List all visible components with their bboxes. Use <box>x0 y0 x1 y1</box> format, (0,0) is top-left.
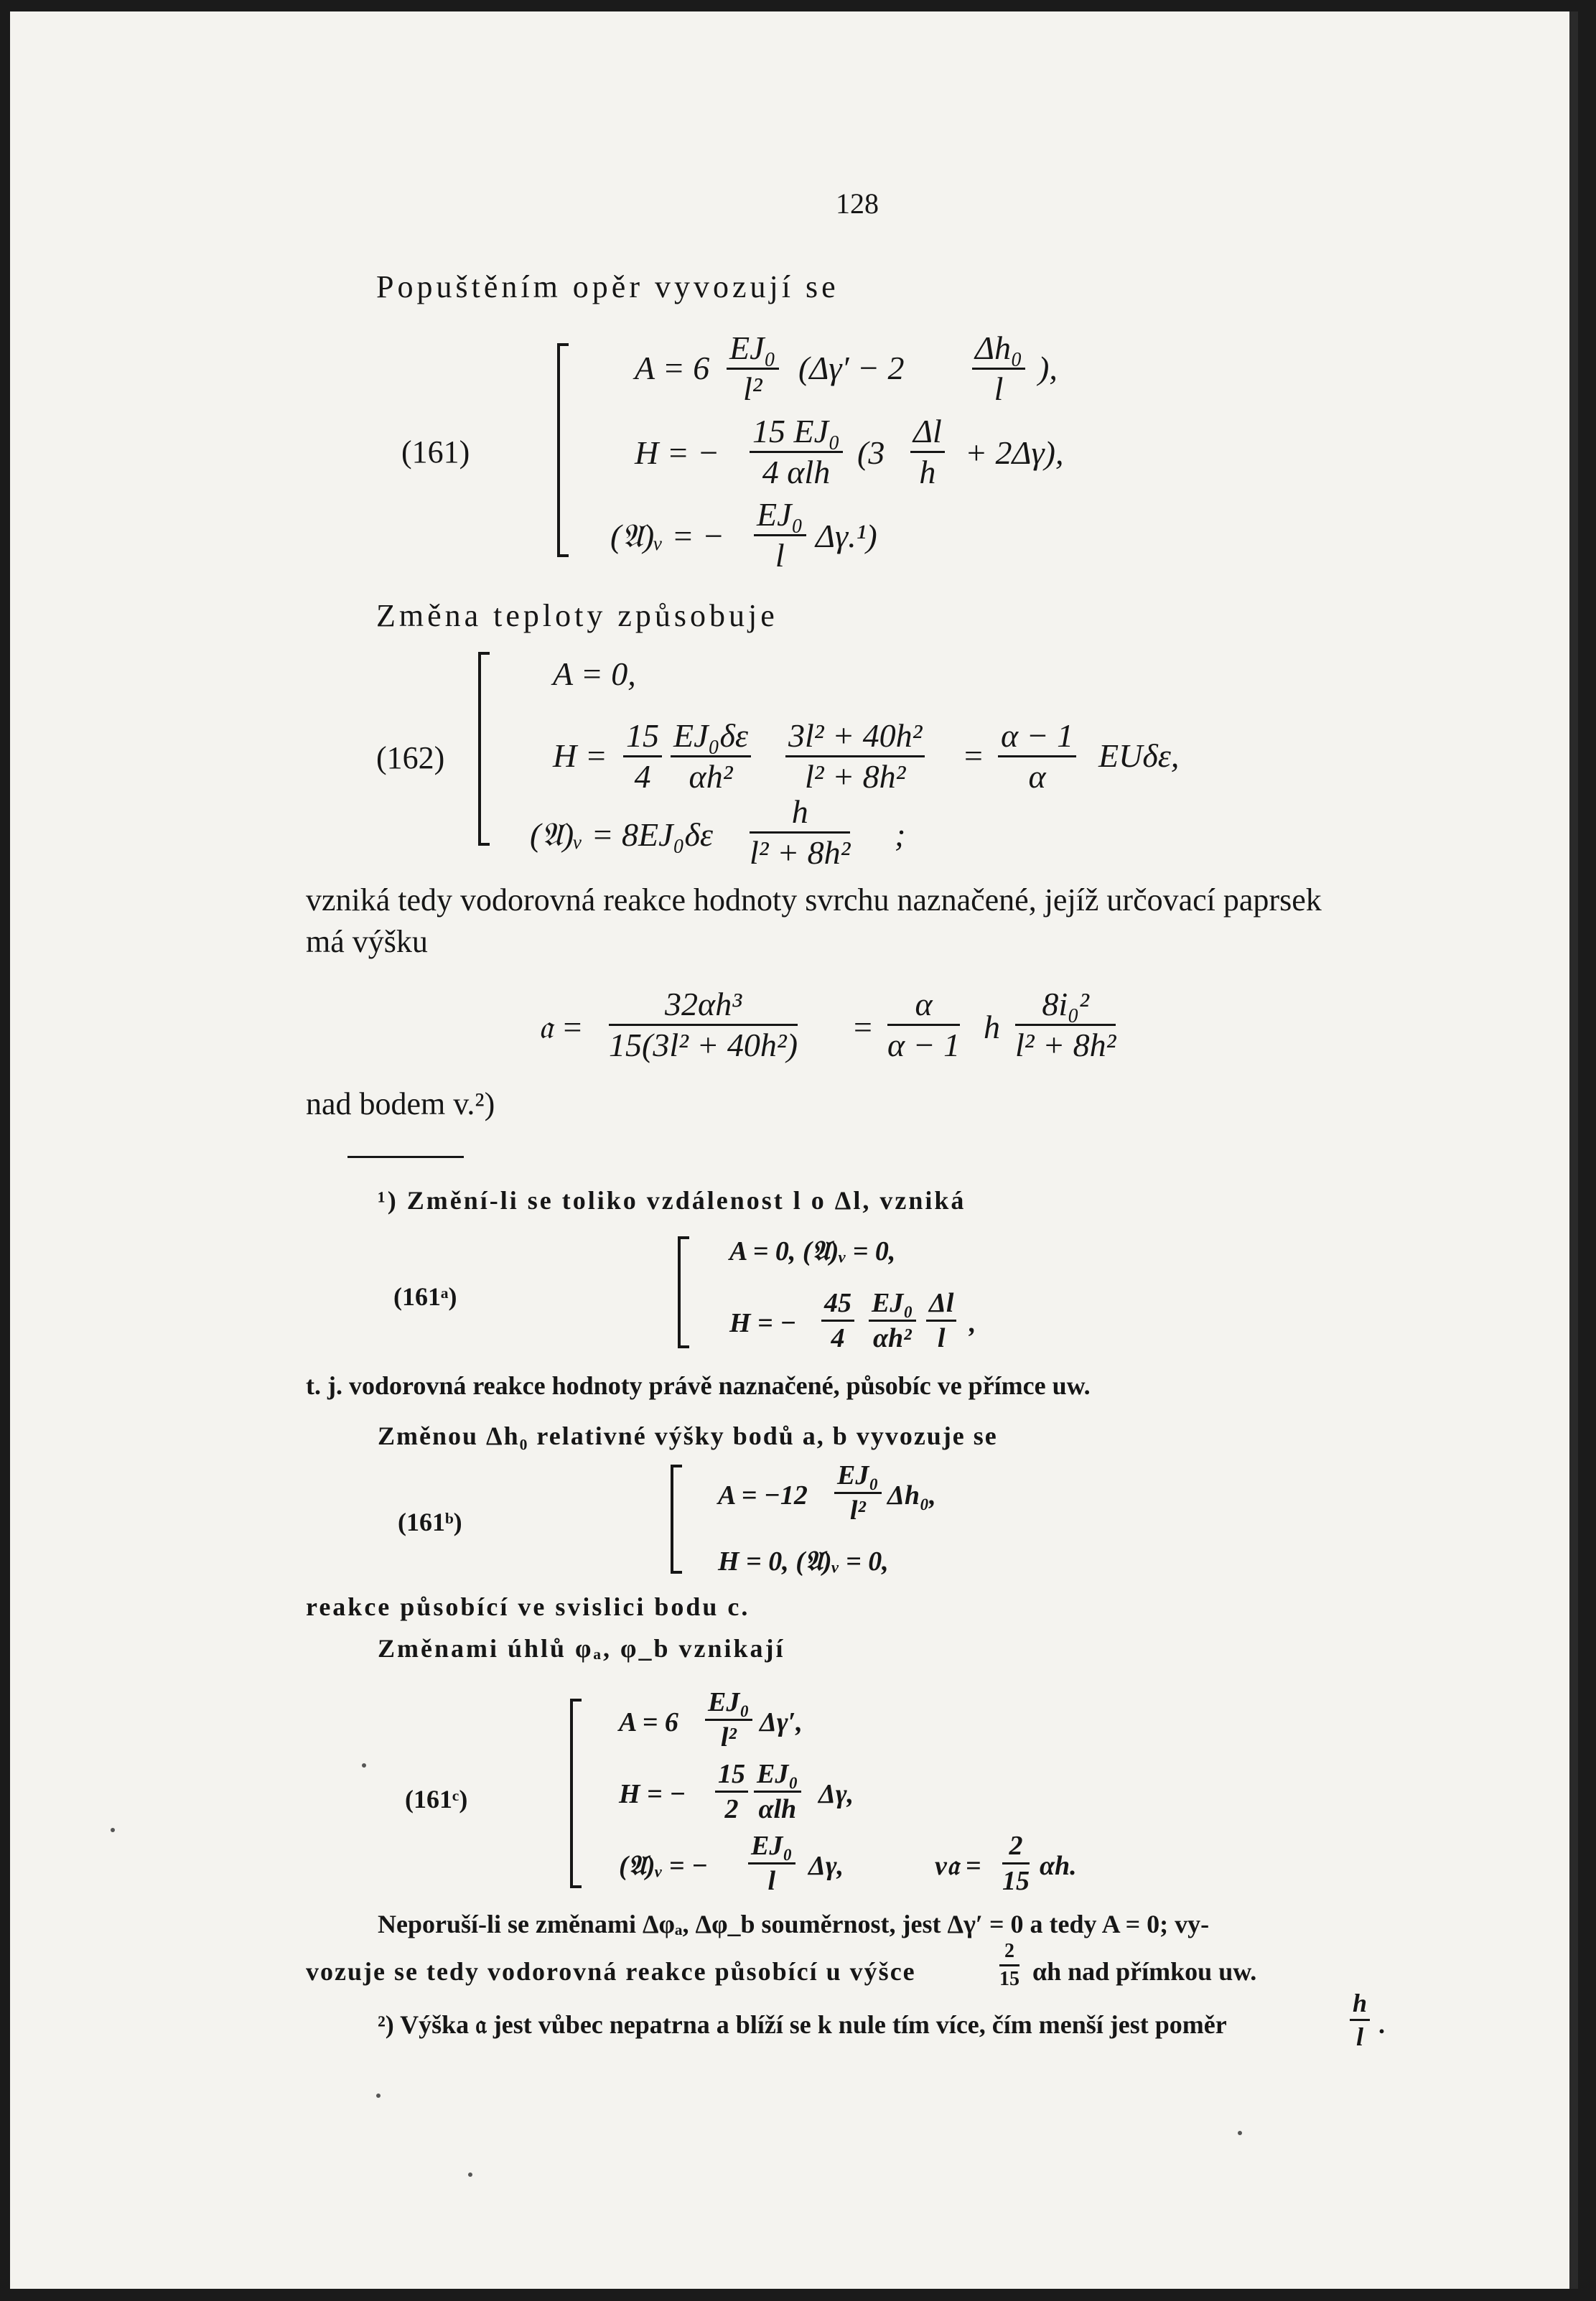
page-number: 128 <box>836 187 879 220</box>
eq161c-line3-frac: $\frac{\text{EJ₀}}{l}$ <box>748 1832 795 1895</box>
footnote1-neporusi-line1: Neporuší-li se změnami Δφₐ, Δφ_b souměrnost, jest Δγ′ = 0 a tedy A = 0; vy- <box>378 1910 1210 1938</box>
eq-label-161a: (161ᵃ) <box>393 1282 457 1311</box>
eq161-line1-frac2: $\frac{\text{Δh₀}}{l}$ <box>972 332 1025 406</box>
eqa-frac3: $\frac{\text{8i₀²}}{\text{l² + 8h²}}$ <box>1015 986 1116 1063</box>
eq161c-line1-end: Δγ′, <box>760 1707 803 1737</box>
eqa-frac1: $\frac{\text{32αh³}}{\text{15(3l² + 40h²)}}$ <box>609 986 798 1063</box>
eq161c-line2-frac1: $\frac{15}{2}$ <box>715 1760 748 1823</box>
footnote1-neporusi-frac: $\frac{2}{15}$ <box>999 1940 1019 1990</box>
footnote2-text: ²) Výška 𝔞 jest vůbec nepatrna a blíží se k nule tím více, čím menší jest poměr <box>378 2010 1227 2039</box>
eq162-line2-frac2: $\frac{\text{EJ₀δε}}{\text{αh²}}$ <box>671 719 751 793</box>
eq161-line3-lhs: (𝔄)ᵥ = − <box>610 518 725 554</box>
eq162-line2-end: EUδε, <box>1098 737 1180 774</box>
eq161c-line2-lhs: H = − <box>619 1779 686 1809</box>
equation-brace <box>478 652 481 846</box>
eq-label-161: (161) <box>401 434 470 470</box>
eq161-line2-frac2: $\frac{\Delta l}{h}$ <box>910 415 945 489</box>
eq161-line2-frac: 15 EJ₀ 4 αlh <box>750 415 843 489</box>
eq161-line3-end: Δγ.¹) <box>816 518 877 554</box>
eq162-line3-lhs: (𝔄)ᵥ = 8EJ₀δε <box>530 816 714 853</box>
eq-label-161b: (161ᵇ) <box>398 1508 462 1536</box>
scan-speck <box>376 2094 381 2098</box>
eq161-line1-lhs: A = 6 <box>635 350 710 386</box>
eq161-line2-end: + 2Δγ), <box>965 434 1064 471</box>
paragraph-zmena-teploty: Změna teploty způsobuje <box>376 598 778 633</box>
eq-label-161c: (161ᶜ) <box>405 1785 468 1814</box>
eq162-line2-lhs: H = <box>553 737 607 774</box>
scan-speck <box>468 2172 472 2177</box>
page-edge <box>1569 11 1578 2289</box>
scan-speck <box>1238 2131 1242 2135</box>
paragraph-vznika-line1: vzniká tedy vodorovná reakce hodnoty svrchu naznačené, jejíž určovací paprsek <box>306 882 1322 918</box>
eq161-line1-mid: (Δγ′ − 2 <box>798 350 905 386</box>
eq162-line3-end: ; <box>895 816 906 853</box>
eq161a-line2-lhs: H = − <box>729 1308 797 1338</box>
footnote1-tj: t. j. vodorovná reakce hodnoty právě naznačené, působíc ve přímce uw. <box>306 1371 1091 1400</box>
eq162-line2-frac3: $\frac{\text{3l² + 40h²}}{\text{l² + 8h²}}$ <box>785 719 925 793</box>
eqa-equals: = <box>851 1009 874 1045</box>
eq162-line2-frac4: $\frac{\alpha - 1}{\alpha}$ <box>998 719 1076 793</box>
eq161c-line1-frac: $\frac{\text{EJ₀}}{\text{l²}}$ <box>705 1689 752 1751</box>
footnote1-zmenou: Změnou Δh₀ relativné výšky bodů a, b vyvozuje se <box>378 1422 998 1450</box>
footnote1-reakce: reakce působící ve svislici bodu c. <box>306 1592 750 1621</box>
eq-label-162: (162) <box>376 740 445 775</box>
eq161c-line3-va: v𝔞 = <box>935 1851 981 1881</box>
eq161b-line2: H = 0, (𝔄)ᵥ = 0, <box>718 1546 889 1577</box>
eqa-mid: h <box>984 1009 1000 1045</box>
equation-brace <box>570 1699 573 1888</box>
footnote1-zmenami: Změnami úhlů φₐ, φ_b vznikají <box>378 1634 785 1663</box>
eq161-line2-lhs: H = − <box>635 434 720 471</box>
paragraph-vznika-line2: má výšku <box>306 924 428 959</box>
eq161c-line3-end: αh. <box>1040 1851 1077 1881</box>
eq161c-line3-lhs: (𝔄)ᵥ = − <box>619 1851 709 1881</box>
footnote-divider <box>347 1156 464 1158</box>
eq161a-frac1: $\frac{45}{4}$ <box>821 1289 854 1352</box>
paragraph-nad-bodem: nad bodem v.²) <box>306 1086 495 1121</box>
eq161-line1-end: ), <box>1038 350 1058 386</box>
eq162-line1: A = 0, <box>553 655 636 692</box>
eq161a-line1: A = 0, (𝔄)ᵥ = 0, <box>729 1236 896 1266</box>
eq161-line1-frac: $\frac{\text{EJ₀}}{\text{l²}}$ <box>727 332 779 406</box>
eq161a-frac2: $\frac{\text{EJ₀}}{\text{αh²}}$ <box>869 1289 916 1352</box>
eq162-line3-frac: $\frac{h}{\text{l² + 8h²}}$ <box>750 793 851 871</box>
eq161b-line1-lhs: A = −12 <box>718 1480 808 1511</box>
equation-brace <box>671 1465 673 1574</box>
eqa-lhs: 𝔞 = <box>538 1009 584 1045</box>
eq161c-line2-end: Δγ, <box>818 1779 854 1809</box>
eq161-line2-mid: (3 <box>857 434 885 471</box>
footnote1-neporusi-line2a: vozuje se tedy vodorovná reakce působící u výšce <box>306 1957 916 1986</box>
footnote1-intro: ¹) Změní-li se toliko vzdálenost l o Δl, vzniká <box>378 1186 966 1215</box>
paragraph-popusteni: Popuštěním opěr vyvozují se <box>376 269 839 304</box>
footnote1-neporusi-line2b: αh nad přímkou uw. <box>1032 1957 1257 1986</box>
eq161c-line1-lhs: A = 6 <box>619 1707 678 1737</box>
eq161b-line1-end: Δh₀, <box>887 1480 936 1511</box>
eq162-line2-equals: = <box>962 737 985 774</box>
footnote2-end: . <box>1378 2010 1385 2039</box>
eq161a-frac3: $\frac{\Delta l}{l}$ <box>926 1289 956 1352</box>
book-page <box>10 11 1578 2289</box>
scan-speck <box>111 1828 115 1832</box>
equation-brace <box>678 1236 681 1348</box>
eq161a-line2-end: , <box>969 1308 976 1338</box>
eq162-line2-frac1: $\frac{15}{4}$ <box>623 719 662 793</box>
scan-speck <box>362 1763 366 1768</box>
eqa-frac2: $\frac{\alpha}{\alpha - 1}$ <box>887 986 961 1063</box>
eq161c-line3-mid: Δγ, <box>808 1851 844 1881</box>
eq161b-frac: $\frac{\text{EJ₀}}{\text{l²}}$ <box>834 1462 882 1524</box>
equation-brace <box>557 343 560 557</box>
eq161c-line2-frac2: EJ₀ αlh <box>754 1760 801 1823</box>
eq161c-line3-frac2: $\frac{2}{15}$ <box>1002 1831 1030 1896</box>
eq161-line3-frac: $\frac{\text{EJ₀}}{l}$ <box>754 498 806 572</box>
footnote2-frac: $\frac{h}{l}$ <box>1350 1990 1370 2050</box>
